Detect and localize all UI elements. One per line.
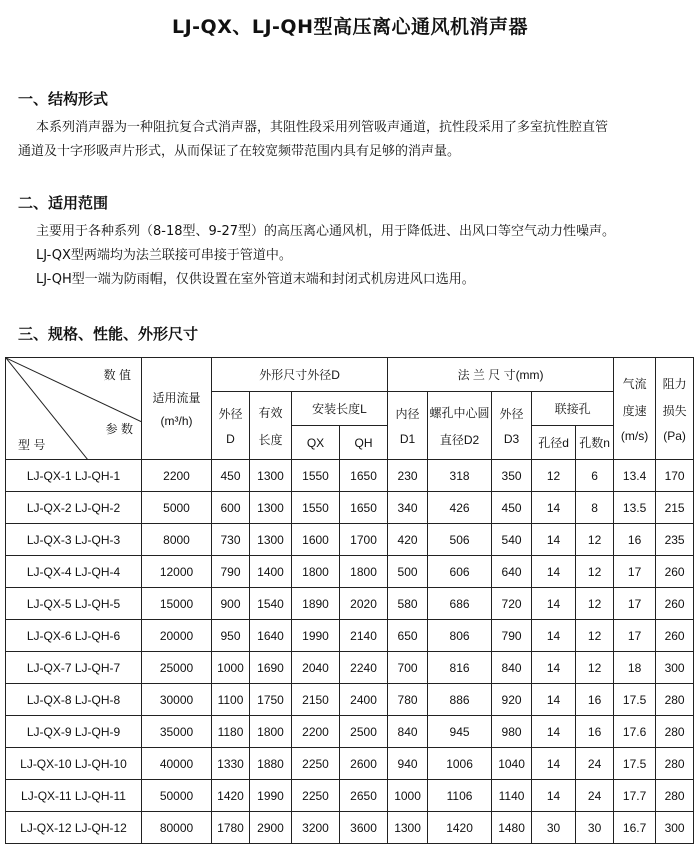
cell-flange-outer-d3: 1480	[492, 812, 532, 844]
table-row	[6, 812, 694, 844]
hole-count-header: 孔数n	[576, 426, 614, 460]
cell-flange-outer-d3: 1040	[492, 748, 532, 780]
cell-flange-outer-d3: 920	[492, 684, 532, 716]
flow-header-label: 适用流量	[152, 391, 201, 405]
section-heading-structure: 一、结构形式	[18, 90, 109, 108]
bolt-circle-header-line2: 直径D2	[439, 432, 480, 447]
table-row	[6, 492, 694, 524]
cell-bolt-circle-d2: 426	[428, 492, 492, 524]
cell-install-length-qh: 2400	[340, 684, 388, 716]
cell-inner-d1: 340	[388, 492, 428, 524]
cell-air-velocity: 17.7	[614, 780, 656, 812]
cell-bolt-circle-d2: 806	[428, 620, 492, 652]
cell-hole-diameter: 12	[532, 460, 576, 492]
table-row	[6, 652, 694, 684]
cell-install-length-qh: 1700	[340, 524, 388, 556]
cell-outer-d: 1780	[212, 812, 250, 844]
cell-inner-d1: 230	[388, 460, 428, 492]
cell-effective-length: 1300	[250, 524, 292, 556]
cell-flange-outer-d3: 640	[492, 556, 532, 588]
structure-text-line2: 通道及十字形吸声片形式，从而保证了在较宽频带范围内具有足够的消声量。	[18, 144, 461, 159]
cell-flange-outer-d3: 840	[492, 652, 532, 684]
cell-pressure-loss: 260	[656, 620, 694, 652]
cell-hole-diameter: 14	[532, 556, 576, 588]
cell-hole-count: 12	[576, 652, 614, 684]
cell-bolt-circle-d2: 506	[428, 524, 492, 556]
cell-pressure-loss: 300	[656, 812, 694, 844]
cell-bolt-circle-d2: 1420	[428, 812, 492, 844]
flange-outer-header-line2: D3	[503, 432, 520, 446]
cell-model: LJ-QX-9 LJ-QH-9	[6, 716, 142, 748]
install-length-header: 安装长度L	[292, 392, 388, 426]
cell-effective-length: 1750	[250, 684, 292, 716]
cell-model: LJ-QX-3 LJ-QH-3	[6, 524, 142, 556]
corner-model-label: 型 号	[18, 438, 46, 452]
cell-bolt-circle-d2: 945	[428, 716, 492, 748]
flow-header	[142, 358, 212, 460]
cell-model: LJ-QX-11 LJ-QH-11	[6, 780, 142, 812]
cell-install-length-qx: 1990	[292, 620, 340, 652]
cell-effective-length: 1990	[250, 780, 292, 812]
effective-length-header	[250, 392, 292, 460]
scope-text-line2: LJ-QX型两端均为法兰联接可串接于管道中。	[36, 248, 292, 263]
loss-header-unit: (Pa)	[663, 428, 686, 443]
cell-hole-count: 6	[576, 460, 614, 492]
cell-pressure-loss: 280	[656, 716, 694, 748]
cell-hole-count: 8	[576, 492, 614, 524]
cell-effective-length: 1880	[250, 748, 292, 780]
cell-flange-outer-d3: 1140	[492, 780, 532, 812]
inner-diameter-header-line2: D1	[399, 432, 416, 446]
cell-air-velocity: 18	[614, 652, 656, 684]
cell-bolt-circle-d2: 816	[428, 652, 492, 684]
cell-air-velocity: 17	[614, 620, 656, 652]
cell-flow: 50000	[142, 780, 212, 812]
page-title: LJ-QX、LJ-QH型高压离心通风机消声器	[172, 16, 528, 38]
cell-pressure-loss: 260	[656, 588, 694, 620]
effective-length-header-line2: 长度	[258, 432, 283, 447]
qh-header: QH	[340, 426, 388, 460]
loss-header	[656, 358, 694, 460]
cell-outer-d: 1180	[212, 716, 250, 748]
cell-hole-count: 12	[576, 620, 614, 652]
cell-model: LJ-QX-1 LJ-QH-1	[6, 460, 142, 492]
cell-install-length-qx: 1890	[292, 588, 340, 620]
cell-outer-d: 950	[212, 620, 250, 652]
table-row	[6, 748, 694, 780]
cell-effective-length: 2900	[250, 812, 292, 844]
cell-flow: 20000	[142, 620, 212, 652]
outer-dim-group-header: 外形尺寸外径D	[212, 358, 388, 392]
cell-hole-diameter: 14	[532, 524, 576, 556]
cell-install-length-qh: 2020	[340, 588, 388, 620]
cell-bolt-circle-d2: 1006	[428, 748, 492, 780]
cell-install-length-qh: 1650	[340, 460, 388, 492]
cell-inner-d1: 940	[388, 748, 428, 780]
cell-hole-diameter: 14	[532, 652, 576, 684]
cell-inner-d1: 780	[388, 684, 428, 716]
cell-install-length-qx: 3200	[292, 812, 340, 844]
cell-model: LJ-QX-5 LJ-QH-5	[6, 588, 142, 620]
cell-install-length-qx: 2250	[292, 748, 340, 780]
cell-install-length-qh: 1650	[340, 492, 388, 524]
cell-hole-diameter: 30	[532, 812, 576, 844]
cell-model: LJ-QX-4 LJ-QH-4	[6, 556, 142, 588]
cell-flange-outer-d3: 980	[492, 716, 532, 748]
cell-flange-outer-d3: 350	[492, 460, 532, 492]
cell-air-velocity: 13.5	[614, 492, 656, 524]
cell-install-length-qx: 2250	[292, 780, 340, 812]
cell-install-length-qx: 1600	[292, 524, 340, 556]
holes-group-header: 联接孔	[532, 392, 614, 426]
cell-pressure-loss: 170	[656, 460, 694, 492]
cell-outer-d: 1420	[212, 780, 250, 812]
cell-hole-diameter: 14	[532, 588, 576, 620]
cell-air-velocity: 16	[614, 524, 656, 556]
velocity-header-unit: (m/s)	[620, 428, 649, 443]
cell-hole-diameter: 14	[532, 780, 576, 812]
cell-outer-d: 730	[212, 524, 250, 556]
flange-group-header: 法 兰 尺 寸(mm)	[388, 358, 614, 392]
cell-model: LJ-QX-12 LJ-QH-12	[6, 812, 142, 844]
cell-inner-d1: 420	[388, 524, 428, 556]
cell-outer-d: 1100	[212, 684, 250, 716]
outer-diameter-header-line1: 外径	[218, 407, 243, 421]
bolt-circle-header	[428, 392, 492, 460]
cell-hole-diameter: 14	[532, 748, 576, 780]
cell-hole-count: 12	[576, 524, 614, 556]
table-row	[6, 684, 694, 716]
flange-outer-header-line1: 外径	[499, 407, 524, 421]
cell-inner-d1: 1000	[388, 780, 428, 812]
cell-inner-d1: 840	[388, 716, 428, 748]
cell-inner-d1: 1300	[388, 812, 428, 844]
cell-install-length-qx: 1550	[292, 492, 340, 524]
cell-hole-diameter: 14	[532, 620, 576, 652]
cell-bolt-circle-d2: 318	[428, 460, 492, 492]
cell-air-velocity: 17	[614, 588, 656, 620]
outer-diameter-header	[212, 392, 250, 460]
cell-install-length-qh: 3600	[340, 812, 388, 844]
cell-bolt-circle-d2: 1106	[428, 780, 492, 812]
cell-install-length-qx: 1800	[292, 556, 340, 588]
cell-flow: 40000	[142, 748, 212, 780]
cell-air-velocity: 13.4	[614, 460, 656, 492]
flange-outer-header	[492, 392, 532, 460]
cell-pressure-loss: 300	[656, 652, 694, 684]
cell-air-velocity: 17.5	[614, 684, 656, 716]
cell-pressure-loss: 215	[656, 492, 694, 524]
cell-install-length-qh: 1800	[340, 556, 388, 588]
cell-bolt-circle-d2: 686	[428, 588, 492, 620]
cell-effective-length: 1300	[250, 492, 292, 524]
spec-table	[5, 357, 694, 844]
cell-install-length-qh: 2240	[340, 652, 388, 684]
cell-flange-outer-d3: 450	[492, 492, 532, 524]
cell-install-length-qx: 2040	[292, 652, 340, 684]
qx-header: QX	[292, 426, 340, 460]
cell-effective-length: 1300	[250, 460, 292, 492]
cell-flow: 8000	[142, 524, 212, 556]
scope-text-line1: 主要用于各种系列（8-18型、9-27型）的高压离心通风机，用于降低进、出风口等空气动力性噪声。	[36, 224, 616, 239]
outer-diameter-header-line2: D	[226, 432, 235, 446]
cell-pressure-loss: 235	[656, 524, 694, 556]
corner-value-label: 数 值	[103, 368, 131, 382]
cell-air-velocity: 17	[614, 556, 656, 588]
scope-text-line3: LJ-QH型一端为防雨帽，仅供设置在室外管道末端和封闭式机房进风口选用。	[36, 272, 475, 287]
cell-outer-d: 900	[212, 588, 250, 620]
cell-model: LJ-QX-6 LJ-QH-6	[6, 620, 142, 652]
cell-pressure-loss: 280	[656, 780, 694, 812]
section-heading-scope: 二、适用范围	[18, 194, 109, 212]
cell-model: LJ-QX-10 LJ-QH-10	[6, 748, 142, 780]
effective-length-header-line1: 有效	[258, 405, 283, 420]
inner-diameter-header	[388, 392, 428, 460]
section-heading-specs: 三、规格、性能、外形尺寸	[18, 325, 199, 343]
cell-hole-diameter: 14	[532, 716, 576, 748]
cell-outer-d: 1000	[212, 652, 250, 684]
cell-effective-length: 1400	[250, 556, 292, 588]
cell-flow: 30000	[142, 684, 212, 716]
cell-bolt-circle-d2: 886	[428, 684, 492, 716]
cell-hole-count: 12	[576, 588, 614, 620]
cell-air-velocity: 17.5	[614, 748, 656, 780]
cell-hole-count: 24	[576, 748, 614, 780]
cell-hole-count: 12	[576, 556, 614, 588]
spec-table-body	[6, 460, 694, 844]
cell-hole-diameter: 14	[532, 492, 576, 524]
cell-hole-count: 30	[576, 812, 614, 844]
cell-model: LJ-QX-8 LJ-QH-8	[6, 684, 142, 716]
cell-flow: 12000	[142, 556, 212, 588]
cell-inner-d1: 700	[388, 652, 428, 684]
cell-install-length-qx: 2150	[292, 684, 340, 716]
structure-text-line1: 本系列消声器为一种阻抗复合式消声器，其阻性段采用列管吸声通道，抗性段采用了多室抗性腔直管	[36, 120, 609, 135]
cell-flow: 5000	[142, 492, 212, 524]
bolt-circle-header-line1: 螺孔中心圆	[429, 405, 490, 420]
cell-effective-length: 1690	[250, 652, 292, 684]
table-row	[6, 524, 694, 556]
cell-flow: 15000	[142, 588, 212, 620]
cell-inner-d1: 650	[388, 620, 428, 652]
cell-flange-outer-d3: 540	[492, 524, 532, 556]
cell-install-length-qx: 1550	[292, 460, 340, 492]
cell-install-length-qx: 2200	[292, 716, 340, 748]
cell-flow: 25000	[142, 652, 212, 684]
cell-install-length-qh: 2600	[340, 748, 388, 780]
hole-diameter-header: 孔径d	[532, 426, 576, 460]
flow-header-unit: (m³/h)	[160, 414, 193, 428]
inner-diameter-header-line1: 内径	[395, 407, 420, 421]
velocity-header-line1: 气流	[622, 376, 647, 391]
cell-hole-count: 16	[576, 716, 614, 748]
cell-air-velocity: 17.6	[614, 716, 656, 748]
table-corner-header	[6, 358, 142, 460]
cell-install-length-qh: 2140	[340, 620, 388, 652]
loss-header-line1: 阻力	[662, 376, 687, 391]
table-row	[6, 588, 694, 620]
cell-flow: 2200	[142, 460, 212, 492]
cell-install-length-qh: 2500	[340, 716, 388, 748]
cell-hole-count: 16	[576, 684, 614, 716]
cell-inner-d1: 580	[388, 588, 428, 620]
cell-flange-outer-d3: 790	[492, 620, 532, 652]
cell-outer-d: 790	[212, 556, 250, 588]
cell-effective-length: 1640	[250, 620, 292, 652]
cell-effective-length: 1540	[250, 588, 292, 620]
cell-outer-d: 1330	[212, 748, 250, 780]
cell-flange-outer-d3: 720	[492, 588, 532, 620]
cell-pressure-loss: 280	[656, 748, 694, 780]
cell-pressure-loss: 280	[656, 684, 694, 716]
velocity-header	[614, 358, 656, 460]
table-row	[6, 780, 694, 812]
table-row	[6, 556, 694, 588]
cell-outer-d: 600	[212, 492, 250, 524]
cell-install-length-qh: 2650	[340, 780, 388, 812]
cell-bolt-circle-d2: 606	[428, 556, 492, 588]
cell-flow: 80000	[142, 812, 212, 844]
cell-effective-length: 1800	[250, 716, 292, 748]
table-row	[6, 460, 694, 492]
cell-air-velocity: 16.7	[614, 812, 656, 844]
cell-hole-count: 24	[576, 780, 614, 812]
cell-inner-d1: 500	[388, 556, 428, 588]
cell-pressure-loss: 260	[656, 556, 694, 588]
cell-outer-d: 450	[212, 460, 250, 492]
cell-hole-diameter: 14	[532, 684, 576, 716]
velocity-header-line2: 度速	[622, 403, 647, 418]
cell-model: LJ-QX-7 LJ-QH-7	[6, 652, 142, 684]
table-row	[6, 716, 694, 748]
corner-param-label: 参 数	[105, 422, 133, 436]
cell-model: LJ-QX-2 LJ-QH-2	[6, 492, 142, 524]
cell-flow: 35000	[142, 716, 212, 748]
table-row	[6, 620, 694, 652]
loss-header-line2: 损失	[662, 403, 687, 418]
